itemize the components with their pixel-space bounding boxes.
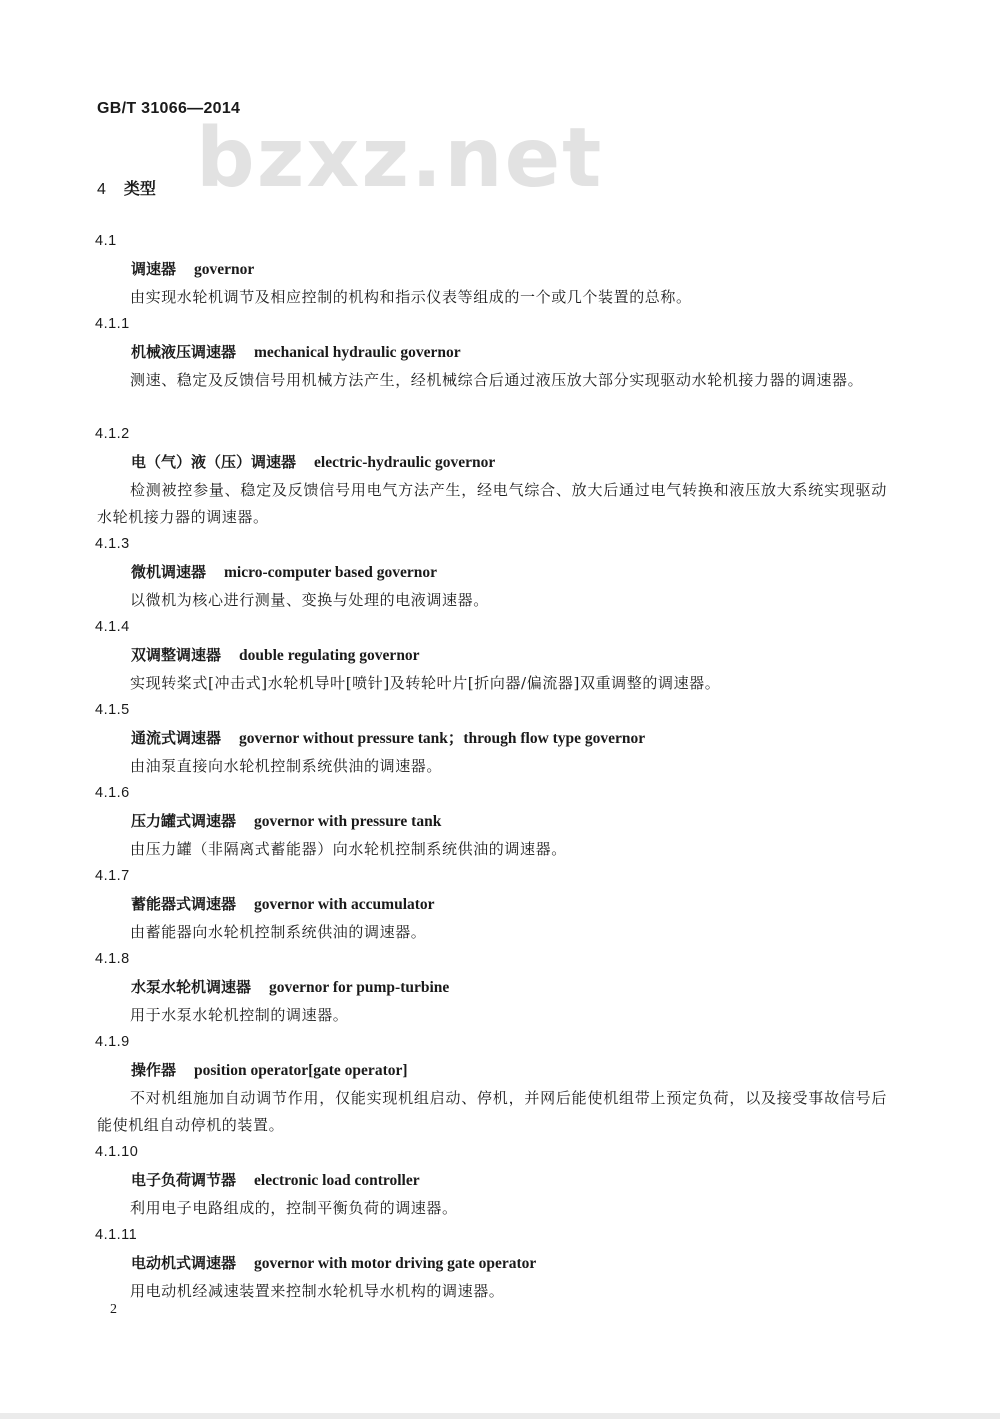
term-heading (131, 448, 495, 476)
term-heading (131, 973, 449, 1001)
term-zh: 压力罐式调速器 (131, 812, 237, 830)
term-en: micro-computer based governor (224, 564, 437, 581)
term-heading (131, 255, 254, 283)
term-zh: 双调整调速器 (131, 646, 222, 664)
term-en: governor with accumulator (254, 896, 435, 913)
term-zh: 水泵水轮机调速器 (131, 978, 252, 996)
term-en: governor with pressure tank (254, 813, 442, 830)
term-en: mechanical hydraulic governor (254, 344, 461, 361)
term-heading (131, 338, 461, 366)
term-zh: 机械液压调速器 (131, 343, 237, 361)
term-en: governor (194, 261, 255, 278)
term-heading (131, 1166, 420, 1194)
term-number: 4.1.8 (95, 951, 130, 967)
term-definition: 检测被控参量、稳定及反馈信号用电气方法产生，经电气综合、放大后通过电气转换和液压放大系统实现驱动水轮机接力器的调速器。 (97, 481, 887, 526)
term-heading (131, 558, 437, 586)
standard-code: GB/T 31066—2014 (97, 100, 241, 117)
term-definition: 不对机组施加自动调节作用，仅能实现机组启动、停机，并网后能使机组带上预定负荷，以及接受事故信号后能使机组自动停机的装置。 (97, 1089, 887, 1134)
term-definition: 由油泵直接向水轮机控制系统供油的调速器。 (130, 757, 443, 775)
term-en: governor for pump-turbine (269, 979, 450, 996)
term-heading (131, 1056, 408, 1084)
term-definition: 由实现水轮机调节及相应控制的机构和指示仪表等组成的一个或几个装置的总称。 (130, 288, 692, 306)
term-en: electric-hydraulic governor (314, 454, 496, 471)
term-heading (131, 641, 420, 669)
term-definition: 由压力罐（非隔离式蓄能器）向水轮机控制系统供油的调速器。 (130, 840, 567, 858)
term-zh: 操作器 (131, 1061, 177, 1079)
term-en: governor without pressure tank；through flow type governor (239, 730, 646, 747)
term-zh: 电（气）液（压）调速器 (131, 453, 297, 471)
term-heading (131, 724, 645, 752)
term-heading (131, 807, 441, 835)
term-definition: 用电动机经减速装置来控制水轮机导水机构的调速器。 (130, 1282, 505, 1300)
term-zh: 通流式调速器 (131, 729, 222, 747)
term-heading (131, 890, 435, 918)
term-number: 4.1.10 (95, 1144, 139, 1160)
section-number: 4 (97, 181, 106, 198)
term-definition: 用于水泵水轮机控制的调速器。 (130, 1006, 349, 1024)
term-en: governor with motor driving gate operator (254, 1255, 537, 1272)
term-number: 4.1.1 (95, 316, 130, 332)
term-number: 4.1.6 (95, 785, 130, 801)
term-en: double regulating governor (239, 647, 420, 664)
section-title: 类型 (123, 179, 156, 198)
term-zh: 蓄能器式调速器 (131, 895, 237, 913)
term-number: 4.1.11 (95, 1227, 138, 1243)
watermark: bzxz.net (196, 111, 604, 206)
term-definition: 利用电子电路组成的，控制平衡负荷的调速器。 (130, 1199, 458, 1217)
term-number: 4.1.4 (95, 619, 130, 635)
term-definition: 由蓄能器向水轮机控制系统供油的调速器。 (130, 923, 427, 941)
term-definition: 实现转桨式[冲击式]水轮机导叶[喷针]及转轮叶片[折向器/偏流器]双重调整的调速器。 (130, 674, 721, 692)
page-number: 2 (110, 1302, 117, 1317)
term-zh: 调速器 (131, 260, 177, 278)
term-definition: 测速、稳定及反馈信号用机械方法产生，经机械综合后通过液压放大部分实现驱动水轮机接力器的调速器。 (130, 371, 864, 389)
term-en: electronic load controller (254, 1172, 420, 1189)
page-bottom-edge (0, 1413, 1000, 1419)
term-number: 4.1 (95, 233, 117, 249)
term-zh: 微机调速器 (131, 563, 207, 581)
section-heading (97, 176, 156, 199)
term-number: 4.1.3 (95, 536, 130, 552)
term-number: 4.1.5 (95, 702, 130, 718)
term-en: position operator[gate operator] (194, 1062, 408, 1079)
term-zh: 电子负荷调节器 (131, 1171, 237, 1189)
term-number: 4.1.9 (95, 1034, 130, 1050)
term-zh: 电动机式调速器 (131, 1254, 237, 1272)
term-number: 4.1.7 (95, 868, 130, 884)
term-heading (131, 1249, 536, 1277)
term-number: 4.1.2 (95, 426, 130, 442)
term-definition: 以微机为核心进行测量、变换与处理的电液调速器。 (130, 591, 489, 609)
